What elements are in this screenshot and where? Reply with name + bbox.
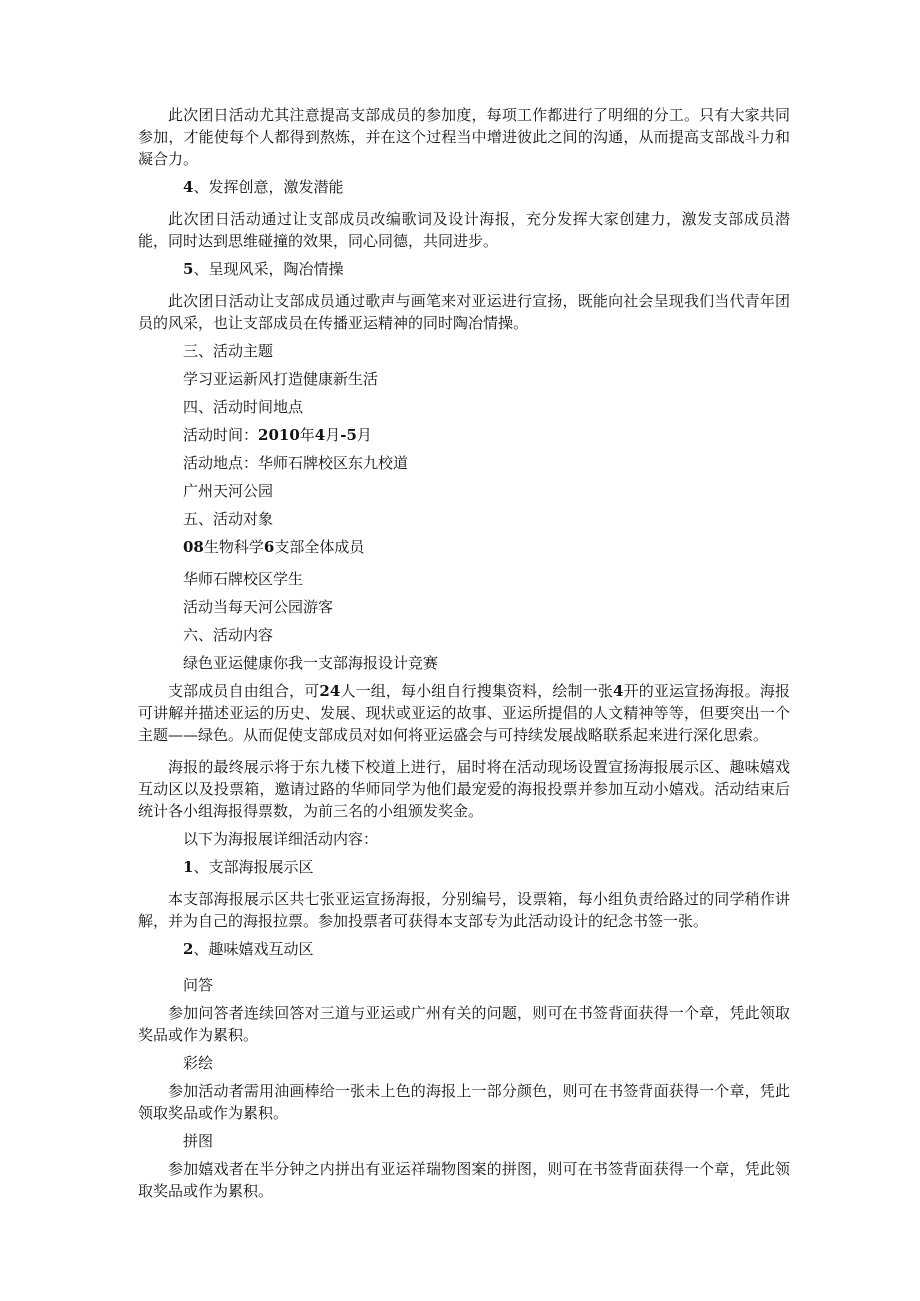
heading-number: 2 bbox=[183, 940, 194, 958]
section-time-place-title: 四、活动时间地点 bbox=[183, 398, 304, 416]
game-quiz-title: 问答 bbox=[183, 976, 214, 994]
paragraph-display-area: 本支部海报展示区共七张亚运宣扬海报，分别编号，设票箱，每小组负责给路过的同学稍作讲解，并为自己的海报拉票。参加投票者可获得本支部专为此活动设计的纪念书签一张。 bbox=[138, 890, 790, 930]
time-nian: 年 bbox=[299, 426, 315, 444]
poster-size: 4 bbox=[612, 682, 624, 700]
time-yue: 月 bbox=[356, 426, 372, 444]
target-branch-text: 支部全体成员 bbox=[274, 538, 365, 556]
paragraph-poster-contest bbox=[138, 680, 790, 746]
section-target-title: 五、活动对象 bbox=[183, 510, 274, 528]
time-label: 活动时间： bbox=[183, 426, 259, 444]
target-visitors: 活动当每天河公园游客 bbox=[183, 598, 334, 616]
heading-display-area bbox=[138, 856, 790, 878]
target-major: 生物科学 bbox=[203, 538, 264, 556]
time-month-end: -5 bbox=[340, 426, 357, 444]
group-size: 24 bbox=[319, 682, 341, 700]
heading-text: 、支部海报展示区 bbox=[193, 858, 314, 876]
heading-number: 4 bbox=[183, 178, 194, 196]
game-painting-body: 参加活动者需用油画棒给一张未上色的海报上一部分颜色，则可在书签背面获得一个章，凭此领取奖品或作为累积。 bbox=[138, 1082, 790, 1122]
target-branch bbox=[138, 536, 790, 558]
heading-creativity bbox=[138, 176, 790, 198]
paragraph-creativity: 此次团日活动通过让支部成员改编歌词及设计海报，充分发挥大家创建力，激发支部成员潜能，同时达到思维碰撞的效果，同心同德，共同进步。 bbox=[138, 210, 790, 250]
target-students: 华师石牌校区学生 bbox=[183, 570, 304, 588]
game-puzzle-body: 参加嬉戏者在半分钟之内拼出有亚运祥瑞物图案的拼图，则可在书签背面获得一个章，凭此领取奖品或作为累积。 bbox=[138, 1160, 790, 1200]
text-run: 人一组，每小组自行搜集资料，绘制一张 bbox=[340, 682, 613, 700]
section-theme-body: 学习亚运新风打造健康新生活 bbox=[183, 370, 379, 388]
game-painting-title: 彩绘 bbox=[183, 1054, 214, 1072]
paragraph-poster-display: 海报的最终展示将于东九楼下校道上进行，届时将在活动现场设置宣扬海报展示区、趣味嬉戏互动区以及投票箱，邀请过路的华师同学为他们最宠爱的海报投票并参加互动小嬉戏。活动结束后统计各小组海报得票数，为前三名的小组颁发奖金。 bbox=[138, 758, 790, 820]
section-content-title: 六、活动内容 bbox=[183, 626, 274, 644]
game-puzzle-title: 拼图 bbox=[183, 1132, 214, 1150]
heading-text: 、发挥创意，激发潜能 bbox=[193, 178, 344, 196]
paragraph-participation: 此次团日活动尤其注意提高支部成员的参加度，每项工作都进行了明细的分工。只有大家共同参加，才能使每个人都得到熬炼，并在这个过程当中增进彼此之间的沟通，从而提高支部战斗力和凝合力。 bbox=[138, 106, 790, 168]
time-yue: 月 bbox=[325, 426, 341, 444]
document-page bbox=[138, 104, 790, 1202]
paragraph-style: 此次团日活动让支部成员通过歌声与画笔来对亚运进行宣扬，既能向社会呈现我们当代青年团员的风采，也让支部成员在传播亚运精神的同时陶冶情操。 bbox=[138, 292, 790, 332]
activity-time bbox=[138, 424, 790, 446]
heading-number: 5 bbox=[183, 260, 194, 278]
section-content-subtitle: 绿色亚运健康你我一支部海报设计竞赛 bbox=[183, 654, 439, 672]
heading-game-area bbox=[138, 938, 790, 960]
heading-text: 、趣味嬉戏互动区 bbox=[193, 940, 314, 958]
game-quiz-body: 参加问答者连续回答对三道与亚运或广州有关的问题，则可在书签背面获得一个章，凭此领取奖品或作为累积。 bbox=[138, 1004, 790, 1044]
heading-style bbox=[138, 258, 790, 280]
text-run: 支部成员自由组合，可 bbox=[168, 682, 320, 700]
heading-text: 、呈现风采，陶冶情操 bbox=[193, 260, 344, 278]
text-run: 开的亚运宣扬海报。海报可讲解并描述亚运的历史、发展、现状或亚运的故事、亚运所提倡的人文精神等等，但要突出一个主题——绿色。从而促使支部成员对如何将亚运盛会与可持续发展战略联系起来进行深化思索。 bbox=[138, 682, 790, 744]
target-grade: 08 bbox=[183, 538, 204, 556]
heading-number: 1 bbox=[183, 858, 194, 876]
time-month-start: 4 bbox=[314, 426, 326, 444]
section-theme-title: 三、活动主题 bbox=[183, 342, 274, 360]
activity-place-2: 广州天河公园 bbox=[183, 482, 274, 500]
content-intro: 以下为海报展详细活动内容： bbox=[183, 830, 379, 848]
time-year: 2010 bbox=[258, 426, 300, 444]
activity-place: 活动地点：华师石牌校区东九校道 bbox=[183, 454, 409, 472]
target-branch-number: 6 bbox=[263, 538, 275, 556]
